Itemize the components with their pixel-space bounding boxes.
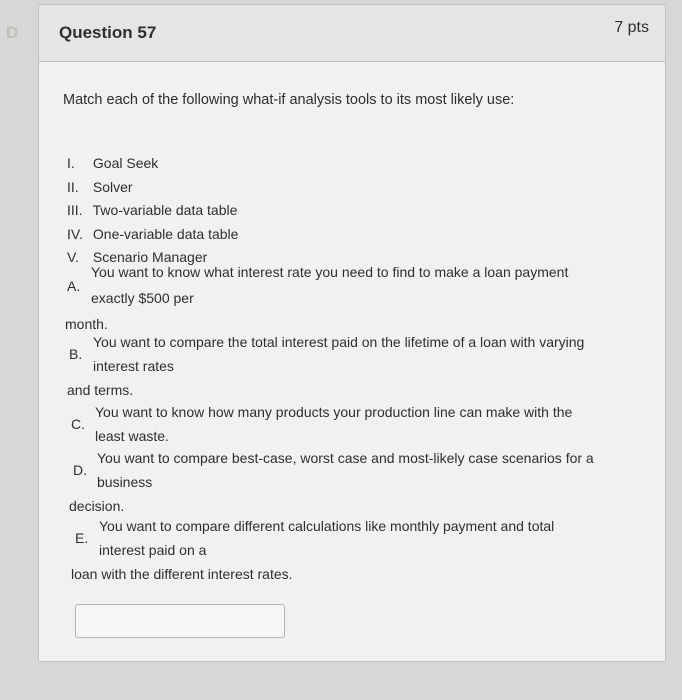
tool-list [67,152,238,270]
scenario-letter: A. [67,278,81,294]
scenario-line: You want to know what interest rate you need to find to make a loan payment [91,264,569,280]
question-card [38,4,666,662]
scenario-letter: D. [73,462,87,478]
tool-label: Solver [92,178,133,195]
scenario-line: interest rates [93,358,174,374]
question-header [39,5,665,62]
tool-numeral: V. [67,249,79,265]
tool-numeral: II. [67,178,79,195]
tool-item [67,199,238,223]
question-points: 7 pts [614,19,649,36]
tool-item [67,176,238,200]
tool-item [67,223,238,247]
scenario-line: You want to compare best-case, worst case and most-likely case scenarios for a [97,450,594,466]
tool-label: Scenario Manager [92,249,208,265]
answer-input[interactable] [75,604,285,638]
tool-numeral: III. [67,202,83,218]
question-title: Question 57 [59,23,157,42]
tool-numeral: I. [67,155,75,171]
tool-numeral: IV. [67,225,83,242]
scenario-line: least waste. [95,428,169,444]
scenario-letter: C. [71,416,85,432]
scenario-line: decision. [69,498,125,514]
scenario-letter: B. [69,346,83,362]
tool-label: Two-variable data table [92,202,238,218]
question-prompt: Match each of the following what-if analysis tools to its most likely use: [63,92,515,108]
scenario-line: You want to know how many products your production line can make with the [95,404,573,420]
scenario-line: You want to compare the total interest paid on the lifetime of a loan with varying [93,334,585,350]
scenario-line: loan with the different interest rates. [71,566,293,582]
scenario-line: business [97,474,153,490]
scenario-line: interest paid on a [99,542,207,558]
tool-label: One-variable data table [92,225,239,242]
flag-question-icon[interactable]: D [6,23,19,42]
scenario-line: and terms. [67,382,134,398]
scenario-line: You want to compare different calculations like monthly payment and total [99,518,555,534]
scenario-letter: E. [75,530,89,546]
tool-item [67,152,238,176]
scenario-line: month. [65,316,108,332]
tool-label: Goal Seek [92,155,159,171]
scenario-line: exactly $500 per [91,290,194,306]
